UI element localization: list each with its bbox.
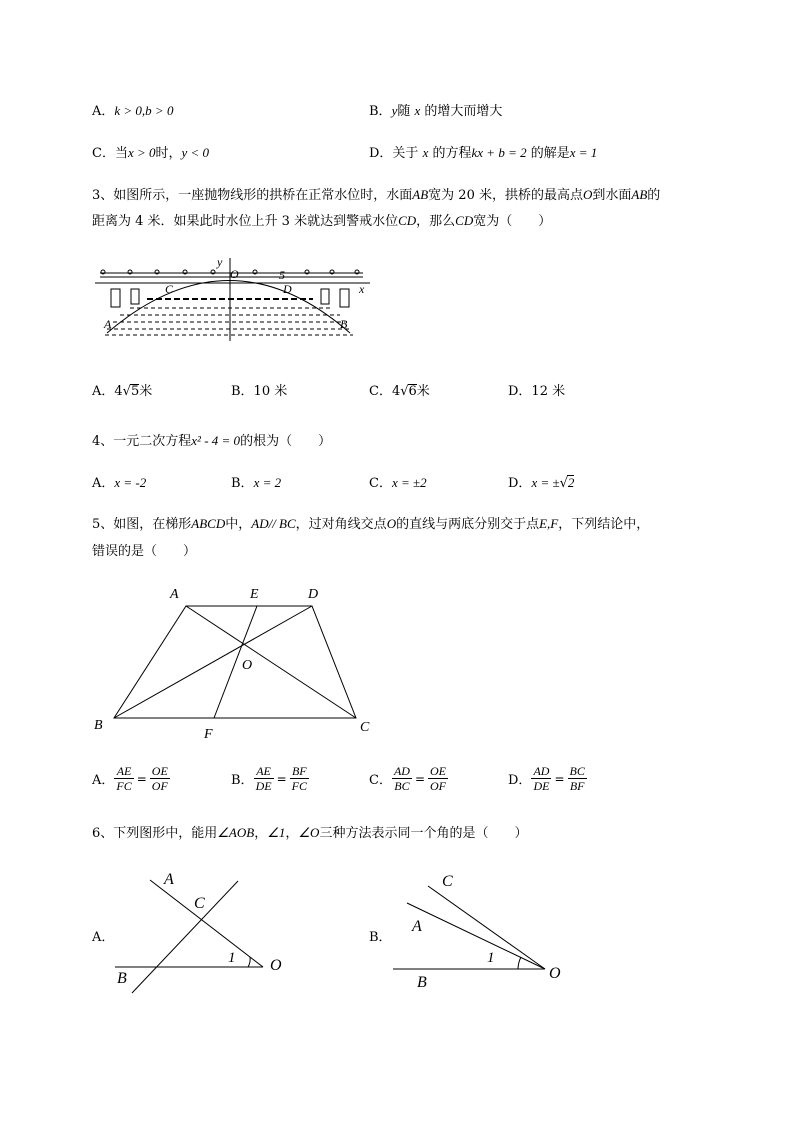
q6b-label-a: A — [412, 918, 422, 935]
q6-stem: 6、下列图形中，能用∠AOB，∠1，∠O三种方法表示同一个角的是（ ） — [92, 825, 528, 841]
q3-label-c: C — [165, 282, 174, 296]
q5-option-a: A． $\frac{AE}{FC}$ = $\frac{OE}{OF}$ — [92, 764, 168, 793]
q3-label-a: A — [104, 317, 112, 331]
q4-option-a: A．x = -2 — [92, 475, 147, 491]
q2-option-b: B．y随 x 的增大而增大 — [369, 103, 503, 119]
q3-label-y: y — [217, 255, 223, 269]
q3-label-b: B — [340, 317, 348, 331]
q5-option-c: C． $\frac{AD}{BC}$ = $\frac{OE}{OF}$ — [369, 764, 447, 793]
q6a-label-1: 1 — [228, 950, 236, 966]
q2-option-c: C．当x > 0时，y < 0 — [92, 145, 210, 161]
q6b-label-c: C — [442, 873, 453, 890]
q6-figure-b — [385, 865, 575, 1000]
q3-label-o: O — [230, 267, 239, 281]
q3-stem-line2: 距离为 4 米．如果此时水位上升 3 米就达到警戒水位CD，那么CD宽为（ ） — [92, 213, 552, 229]
q2-option-d: D．关于 x 的方程kx + b = 2 的解是x = 1 — [369, 145, 598, 161]
q5-option-d: D． $\frac{AD}{DE}$ = $\frac{BC}{BF}$ — [508, 764, 585, 793]
q3-option-d: D．12 米 — [508, 384, 566, 399]
q3-label-5: 5 — [279, 268, 285, 282]
q5-label-f: F — [204, 727, 213, 742]
q6-figure-a — [110, 865, 290, 1000]
q3-option-b: B．10 米 — [231, 384, 288, 399]
q5-stem-line2: 错误的是（ ） — [92, 544, 197, 559]
q6a-label-b: B — [117, 970, 127, 987]
q5-label-a: A — [170, 587, 179, 602]
q6b-label-1: 1 — [487, 950, 495, 966]
q6-option-b-label: B． — [369, 930, 392, 945]
q5-trapezoid-figure — [90, 580, 380, 745]
q6b-label-b: B — [417, 974, 427, 991]
q3-bridge-figure — [95, 253, 370, 348]
q3-option-c: C．4√6米 — [369, 384, 430, 399]
q5-label-d: D — [308, 587, 319, 602]
q3-stem-line1: 3、如图所示，一座抛物线形的拱桥在正常水位时，水面AB宽为 20 米，拱桥的最高点O到水面AB的 — [92, 187, 661, 203]
q6a-label-o: O — [270, 957, 282, 974]
q5-label-e: E — [250, 587, 259, 602]
q5-label-b: B — [94, 718, 103, 733]
q4-option-c: C．x = ±2 — [369, 475, 427, 491]
q5-option-b: B． $\frac{AE}{DE}$ = $\frac{BF}{FC}$ — [231, 764, 307, 793]
q3-label-x: x — [359, 282, 365, 296]
q6a-label-c: C — [194, 895, 205, 912]
q2-option-a: A．k > 0,b > 0 — [92, 103, 174, 119]
q4-stem: 4、一元二次方程x² - 4 = 0的根为（ ） — [92, 433, 332, 449]
q5-stem-line1: 5、如图，在梯形ABCD中，AD// BC，过对角线交点O的直线与两底分别交于点E,F，下列结论中， — [92, 516, 650, 532]
q6a-label-a: A — [164, 871, 174, 888]
q3-option-a: A．4√5米 — [92, 384, 153, 399]
q5-label-c: C — [360, 720, 370, 735]
q6b-label-o: O — [549, 965, 561, 982]
q4-option-d: D．x = ±√2 — [508, 475, 575, 491]
q4-option-b: B．x = 2 — [231, 475, 282, 491]
q6-option-a-label: A． — [92, 930, 115, 945]
q3-label-d: D — [283, 282, 292, 296]
q5-label-o: O — [242, 658, 253, 673]
